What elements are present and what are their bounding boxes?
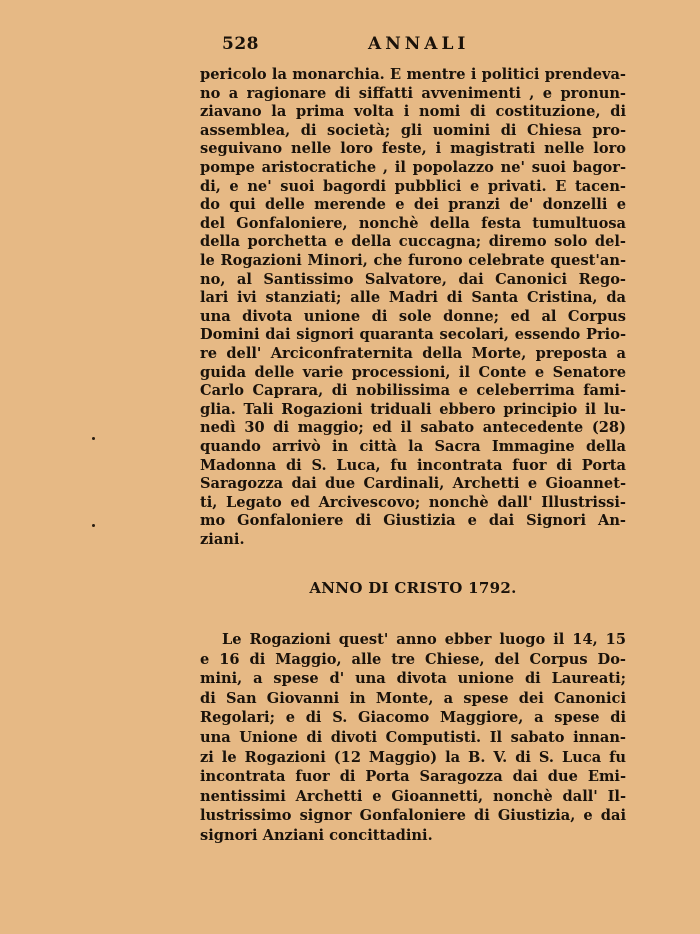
text-line: mini, a spese d' una divota unione di Laureati;	[200, 670, 626, 688]
text-line: ti, Legato ed Arcivescovo; nonchè dall' Illustrissi-	[200, 493, 626, 511]
text-line: no a ragionare di siffatti avvenimenti , e pronun-	[200, 84, 626, 102]
text-line: pompe aristocratiche , il popolazzo ne' suoi bagor-	[200, 159, 626, 176]
text-line: lustrissimo signor Gonfaloniere di Giustizia, e dai	[200, 807, 626, 825]
text-line: do qui delle merende e dei pranzi de' donzelli e	[200, 196, 626, 214]
page-header	[222, 34, 482, 56]
text-line: Carlo Caprara, di nobilissima e celeberrima fami-	[200, 382, 626, 400]
text-line: incontrata fuor di Porta Saragozza dai due Emi-	[200, 768, 626, 786]
text-line: glia. Tali Rogazioni triduali ebbero principio il lu-	[200, 400, 626, 418]
text-line: lari ivi stanziati; alle Madri di Santa Cristina, da	[200, 289, 626, 307]
text-line: ziavano la prima volta i nomi di costituzione, di	[200, 103, 626, 121]
text-line: le Rogazioni Minori, che furono celebrate quest'an-	[200, 252, 626, 269]
section-heading: ANNO DI CRISTO 1792.	[309, 579, 517, 597]
text-line: una Unione di divoti Computisti. Il sabato innan-	[200, 729, 626, 746]
text-line: guida delle varie processioni, il Conte e Senatore	[200, 363, 626, 381]
text-line: Le Rogazioni quest' anno ebber luogo il 14, 15	[222, 631, 626, 648]
text-line: Saragozza dai due Cardinali, Archetti e Gioannet-	[200, 475, 626, 493]
text-line: pericolo la monarchia. E mentre i politici prendeva-	[200, 66, 626, 83]
text-line: signori Anziani concittadini.	[200, 827, 433, 844]
text-line: ziani.	[200, 531, 245, 548]
text-line: no, al Santissimo Salvatore, dai Canonici Rego-	[200, 270, 626, 288]
text-line: di San Giovanni in Monte, a spese dei Canonici	[200, 689, 626, 707]
stray-mark	[92, 524, 95, 527]
text-line: di, e ne' suoi bagordi pubblici e privati. E tacen-	[200, 177, 626, 195]
text-line: assemblea, di società; gli uomini di Chiesa pro-	[200, 121, 626, 139]
running-title: ANNALI	[368, 34, 470, 54]
text-line: della porchetta e della cuccagna; diremo solo del-	[200, 233, 626, 251]
stray-mark	[92, 437, 95, 440]
text-line: zi le Rogazioni (12 Maggio) la B. V. di S. Luca fu	[200, 748, 626, 766]
text-line: e 16 di Maggio, alle tre Chiese, del Corpus Do-	[200, 650, 626, 668]
text-line: una divota unione di sole donne; ed al Corpus	[200, 307, 626, 325]
text-line: nedì 30 di maggio; ed il sabato antecedente (28)	[200, 419, 626, 437]
text-line: nentissimi Archetti e Gioannetti, nonchè dall' Il-	[200, 787, 626, 805]
page-number: 528	[222, 34, 259, 54]
text-line: seguivano nelle loro feste, i magistrati nelle loro	[200, 140, 626, 158]
text-line: re dell' Arciconfraternita della Morte, preposta a	[200, 345, 626, 362]
text-line: quando arrivò in città la Sacra Immagine della	[200, 438, 626, 455]
text-line: del Gonfaloniere, nonchè della festa tumultuosa	[200, 214, 626, 232]
text-line: Madonna di S. Luca, fu incontrata fuor di Porta	[200, 456, 626, 474]
text-line: Regolari; e di S. Giacomo Maggiore, a spese di	[200, 709, 626, 727]
text-line: Domini dai signori quaranta secolari, essendo Prio-	[200, 326, 626, 344]
text-line: mo Gonfaloniere di Giustizia e dai Signori An-	[200, 512, 626, 530]
